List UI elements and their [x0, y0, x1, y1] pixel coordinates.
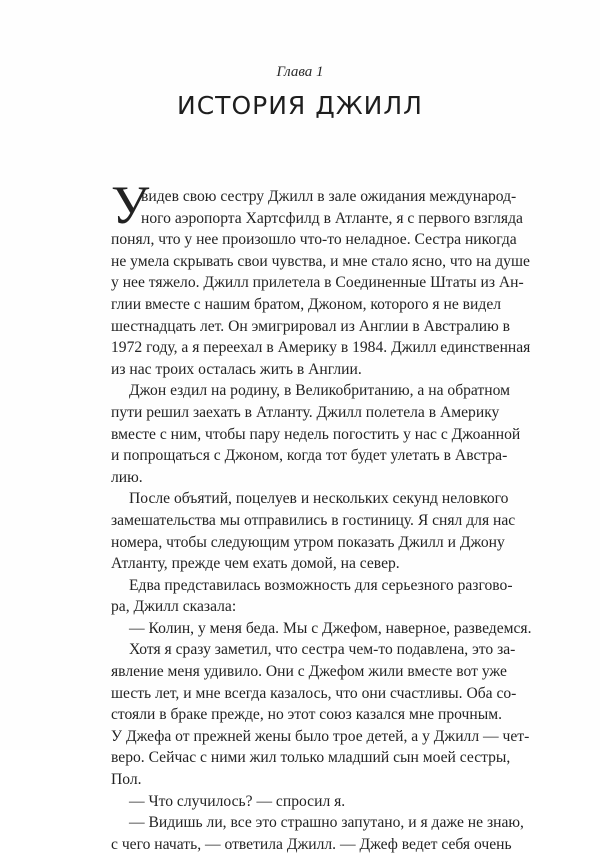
text-line: шестнадцать лет. Он эмигрировал из Англии в Австралию в — [111, 317, 510, 335]
text-line: стояли в браке прежде, но этот союз казался мне прочным. — [111, 706, 502, 724]
text-line: номера, чтобы следующим утром показать Джилл и Джону — [111, 533, 505, 551]
text-line: У Джефа от прежней жены было трое детей, а у Джилл — чет- — [111, 727, 530, 745]
text-line: — Что случилось? — спросил я. — [129, 792, 346, 810]
text-line: понял, что у нее произошло что-то неладное. Сестра никогда — [111, 231, 517, 249]
text-line: После объятий, поцелуев и нескольких секунд неловкого — [129, 490, 509, 508]
text-line: Едва представилась возможность для серьезного разгово- — [129, 576, 513, 594]
drop-cap: У — [111, 175, 150, 235]
text-line: видев свою сестру Джилл в зале ожидания международ- — [141, 188, 517, 205]
chapter-label: Глава 1 — [276, 64, 324, 80]
text-line: и попрощаться с Джоном, когда тот будет улетать в Австра- — [111, 447, 508, 465]
text-line: пути решил заехать в Атланту. Джилл полетела в Америку — [111, 403, 500, 421]
text-line: — Видишь ли, все это страшно запутано, и я даже не знаю, — [129, 814, 524, 832]
text-line: вместе с ним, чтобы пару недель погостить у нас с Джоанной — [111, 425, 521, 443]
text-line: с чего начать, — ответила Джилл. — Джеф ведет себя очень — [111, 835, 512, 853]
text-line: замешательства мы отправились в гостиницу. Я снял для нас — [111, 511, 516, 529]
text-line: шесть лет, и мне всегда казалось, что они счастливы. Оба со- — [111, 684, 517, 702]
text-line: — Колин, у меня беда. Мы с Джефом, наверное, разведемся. — [129, 619, 532, 637]
text-line: 1972 году, а я переехал в Америку в 1984. Джилл единственная — [111, 339, 531, 357]
text-line: у нее тяжело. Джилл прилетела в Соединенные Штаты из Ан- — [111, 274, 524, 292]
text-line: Атланту, прежде чем ехать домой, на север. — [111, 555, 400, 573]
chapter-body — [111, 175, 532, 855]
text-line: Джон ездил на родину, в Великобританию, а на обратном — [129, 382, 510, 400]
text-line: явление меня удивило. Они с Джефом жили вместе вот уже — [111, 663, 507, 681]
chapter-title: ИСТОРИЯ ДЖИЛЛ — [177, 91, 423, 120]
text-line: не умела скрывать свои чувства, и мне стало ясно, что на душе — [111, 252, 530, 270]
text-line: ного аэропорта Хартсфилд в Атланте, я с первого взгляда — [141, 209, 523, 227]
text-line: из нас троих осталась жить в Англии. — [111, 360, 362, 378]
text-line: лию. — [111, 468, 143, 486]
text-line: Хотя я сразу заметил, что сестра чем-то подавлена, это за- — [129, 641, 516, 659]
text-line: веро. Сейчас с ними жил только младший сын моей сестры, — [111, 749, 511, 767]
text-line: Пол. — [111, 771, 142, 789]
text-line: ра, Джилл сказала: — [111, 598, 237, 616]
text-line: глии вместе с нашим братом, Джоном, которого я не видел — [111, 295, 502, 313]
